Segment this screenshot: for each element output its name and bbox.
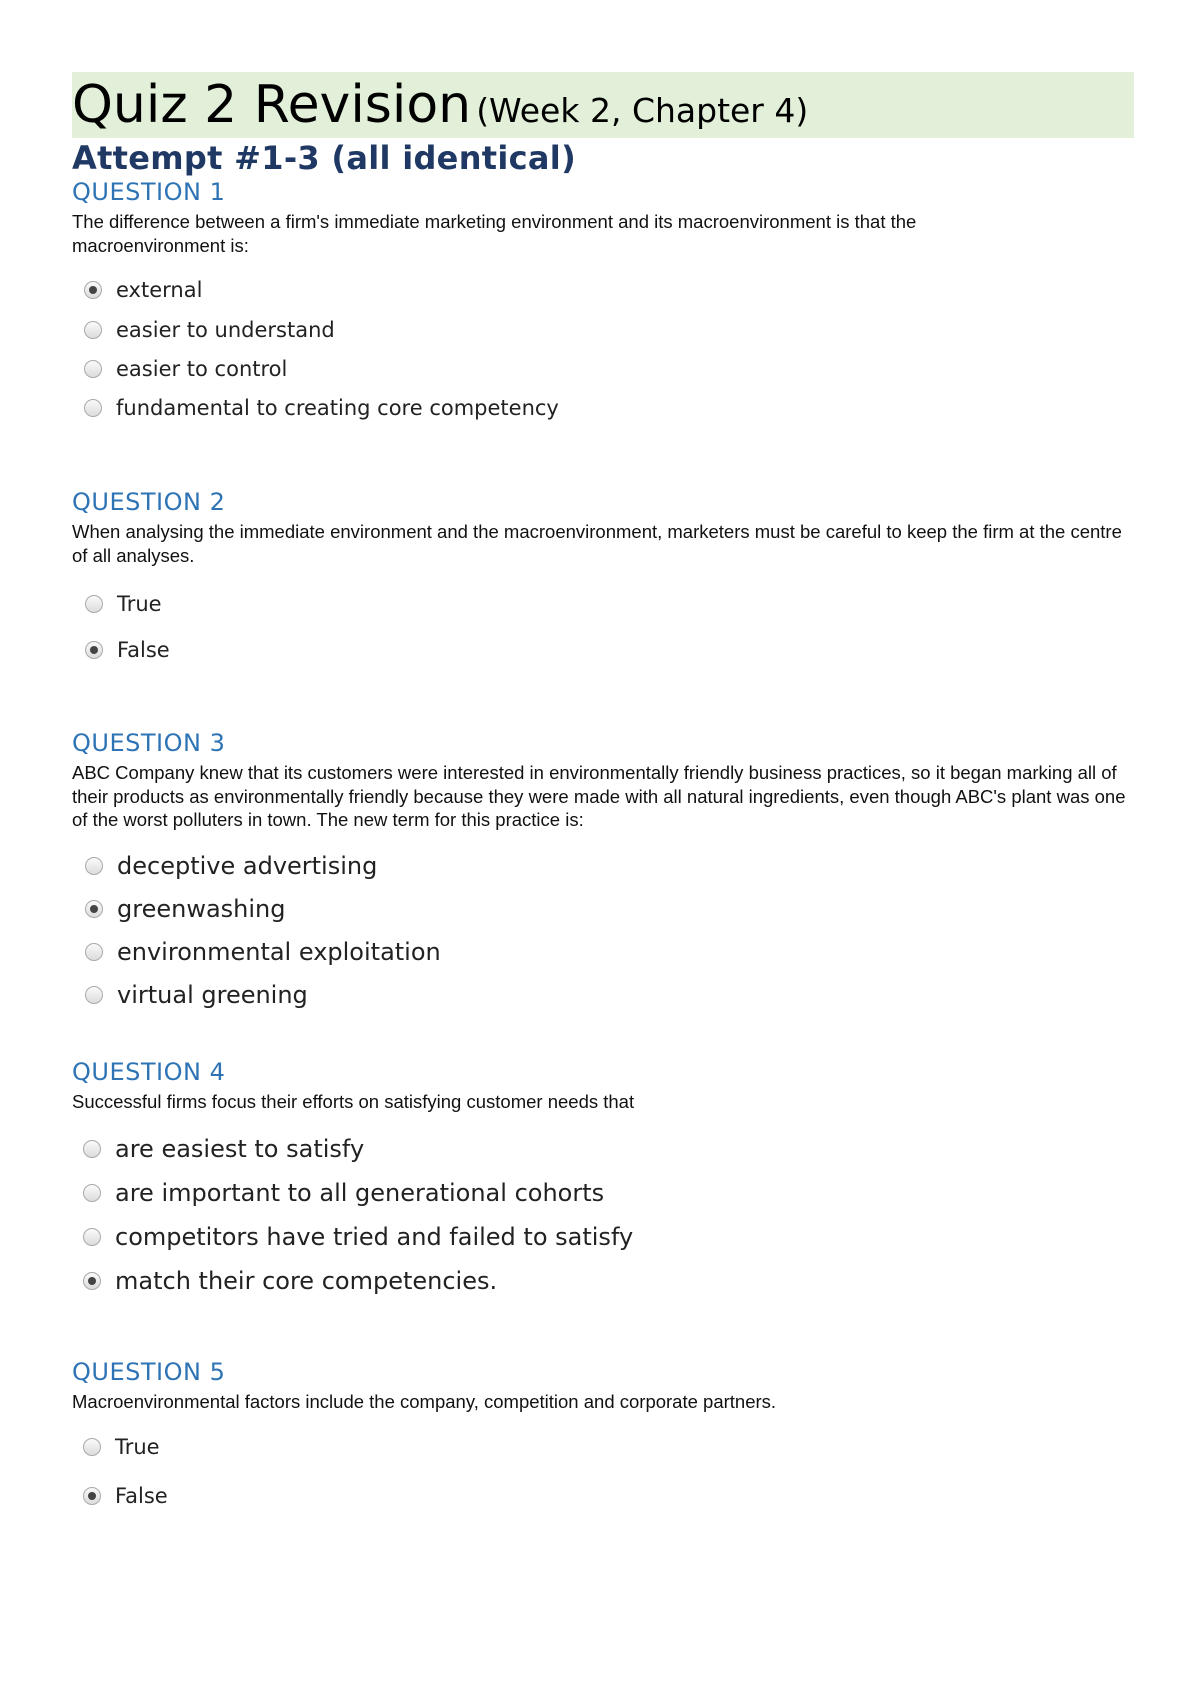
answer-label: competitors have tried and failed to satisfy xyxy=(115,1223,634,1251)
answer-option[interactable] xyxy=(72,852,377,880)
answer-label: match their core competencies. xyxy=(115,1267,498,1295)
radio-unselected-icon[interactable] xyxy=(85,857,103,875)
page-title-sub: (Week 2, Chapter 4) xyxy=(476,91,809,130)
answer-label: external xyxy=(116,278,203,302)
answer-label: False xyxy=(117,638,170,662)
radio-unselected-icon[interactable] xyxy=(84,399,102,417)
answer-label: False xyxy=(115,1484,168,1508)
question-5 xyxy=(72,1357,1137,1508)
answer-option[interactable] xyxy=(72,396,559,420)
answer-label: are important to all generational cohorts xyxy=(115,1179,605,1207)
radio-unselected-icon[interactable] xyxy=(83,1228,101,1246)
answer-option[interactable] xyxy=(72,1223,633,1251)
answer-label: True xyxy=(115,1435,160,1459)
question-2 xyxy=(72,487,1137,662)
radio-unselected-icon[interactable] xyxy=(84,321,102,339)
question-text: When analysing the immediate environment and the macroenvironment, marketers must be careful to keep the firm at the centre of all analyses. xyxy=(72,521,1122,566)
radio-unselected-icon[interactable] xyxy=(85,595,103,613)
answer-option[interactable] xyxy=(72,1135,364,1163)
answer-label: environmental exploitation xyxy=(117,938,441,966)
answer-option[interactable] xyxy=(72,1484,168,1508)
answer-label: virtual greening xyxy=(117,981,308,1009)
question-heading: QUESTION 1 xyxy=(72,178,226,206)
answer-label: fundamental to creating core competency xyxy=(116,396,559,420)
answer-option[interactable] xyxy=(72,938,441,966)
question-4 xyxy=(72,1057,1137,1295)
question-text: The difference between a firm's immediate marketing environment and its macroenvironment is that the macroenvironment is: xyxy=(72,211,917,256)
radio-unselected-icon[interactable] xyxy=(85,986,103,1004)
radio-unselected-icon[interactable] xyxy=(83,1184,101,1202)
answer-option[interactable] xyxy=(72,895,285,923)
answer-option[interactable] xyxy=(72,592,162,616)
answer-label: greenwashing xyxy=(117,895,286,923)
radio-selected-icon[interactable] xyxy=(83,1487,101,1505)
answer-option[interactable] xyxy=(72,318,335,342)
question-heading: QUESTION 3 xyxy=(72,729,226,757)
answer-option[interactable] xyxy=(72,981,308,1009)
radio-unselected-icon[interactable] xyxy=(84,360,102,378)
answer-option[interactable] xyxy=(72,1179,604,1207)
question-text: Macroenvironmental factors include the company, competition and corporate partners. xyxy=(72,1391,777,1412)
question-1 xyxy=(72,177,1137,420)
answer-option[interactable] xyxy=(72,1267,497,1295)
radio-selected-icon[interactable] xyxy=(84,281,102,299)
question-heading: QUESTION 2 xyxy=(72,488,226,516)
answer-option[interactable] xyxy=(72,1435,160,1459)
answer-option[interactable] xyxy=(72,278,202,302)
radio-selected-icon[interactable] xyxy=(85,900,103,918)
question-text: ABC Company knew that its customers were interested in environmentally friendly business practices, so it began marking all of their products as environmentally friendly because they were made with all natural ingredients, even though ABC's plant was one of the worst polluters in town. The new term for this practice is: xyxy=(72,762,1126,830)
answer-option[interactable] xyxy=(72,638,170,662)
radio-unselected-icon[interactable] xyxy=(85,943,103,961)
question-heading: QUESTION 5 xyxy=(72,1358,226,1386)
question-text: Successful firms focus their efforts on satisfying customer needs that xyxy=(72,1091,635,1112)
answer-label: easier to understand xyxy=(116,318,335,342)
answer-label: easier to control xyxy=(116,357,288,381)
radio-unselected-icon[interactable] xyxy=(83,1438,101,1456)
radio-selected-icon[interactable] xyxy=(85,641,103,659)
question-heading: QUESTION 4 xyxy=(72,1058,226,1086)
answer-label: True xyxy=(117,592,162,616)
page-title xyxy=(72,72,808,138)
radio-unselected-icon[interactable] xyxy=(83,1140,101,1158)
answer-option[interactable] xyxy=(72,357,287,381)
answer-label: deceptive advertising xyxy=(117,852,378,880)
attempt-subtitle: Attempt #1-3 (all identical) xyxy=(72,139,576,177)
question-3 xyxy=(72,728,1137,1009)
radio-selected-icon[interactable] xyxy=(83,1272,101,1290)
page-title-main: Quiz 2 Revision xyxy=(72,75,472,135)
answer-label: are easiest to satisfy xyxy=(115,1135,365,1163)
